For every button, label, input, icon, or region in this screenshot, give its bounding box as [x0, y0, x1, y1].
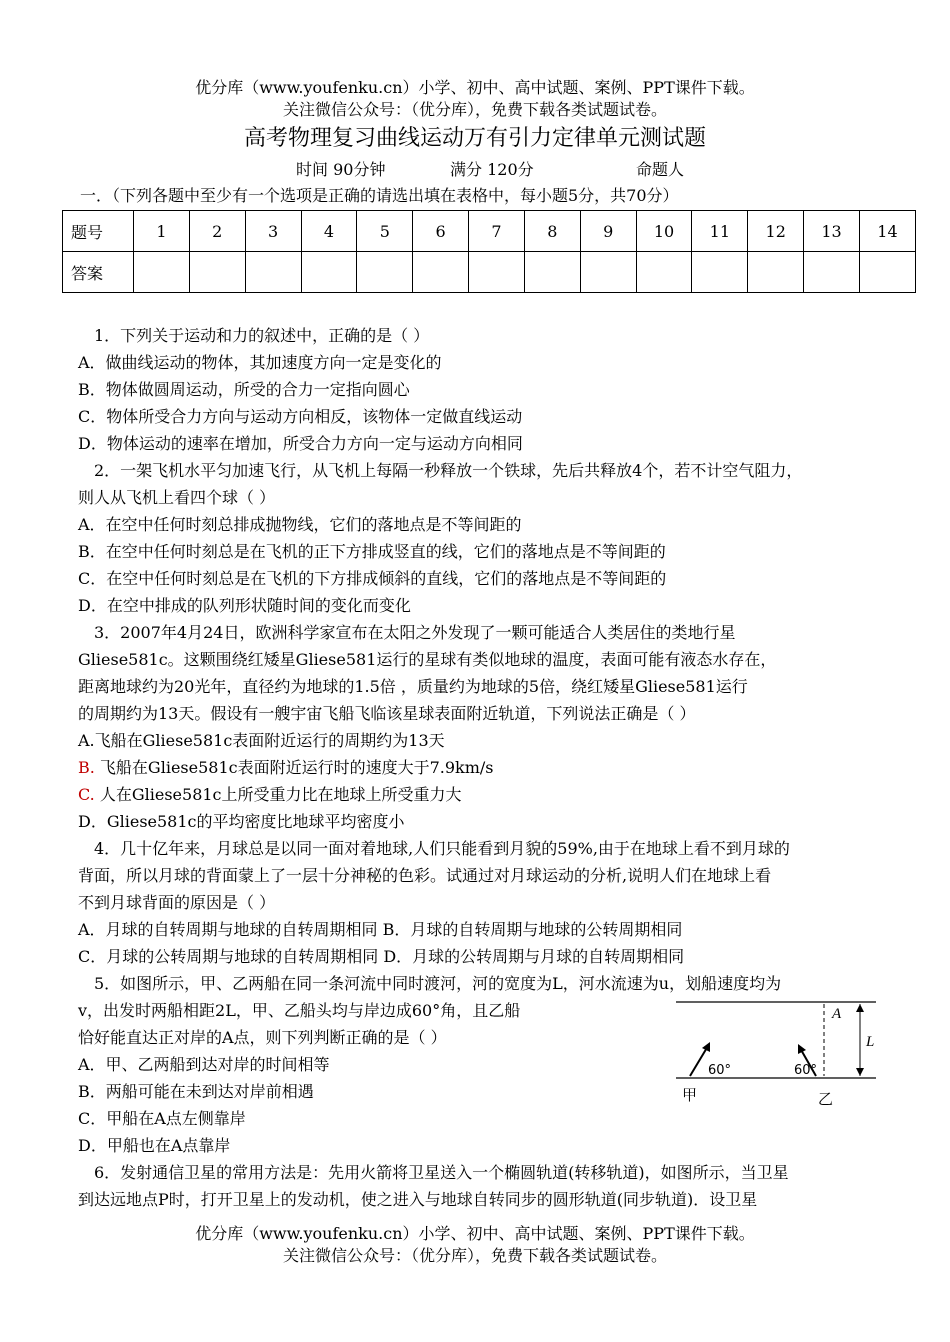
q5-option-b: B．两船可能在未到达对岸前相遇: [78, 1082, 314, 1101]
question-number: 5: [357, 211, 413, 252]
answer-cell[interactable]: [692, 252, 748, 293]
q3-option-d: D．Gliese581c的平均密度比地球平均密度小: [78, 812, 405, 831]
row-label-number: 题号: [63, 211, 134, 252]
q3-option-c-mark: C.: [78, 785, 95, 804]
exam-time: 时间 90分钟: [296, 160, 386, 179]
answer-cell[interactable]: [134, 252, 190, 293]
answer-cell[interactable]: [748, 252, 804, 293]
label-a: A: [832, 1006, 842, 1022]
q4-options-ab: A．月球的自转周期与地球的自转周期相同 B．月球的自转周期与地球的公转周期相同: [78, 920, 683, 939]
label-yi: 乙: [818, 1090, 834, 1108]
footer-line-2: 关注微信公众号：（优分库），免费下载各类试题试卷。: [282, 1246, 667, 1265]
answer-cell[interactable]: [636, 252, 692, 293]
footer-line-1: 优分库（www.youfenku.cn）小学、初中、高中试题、案例、PPT课件下载。: [195, 1224, 755, 1243]
angle-label-yi: 60°: [794, 1063, 818, 1078]
question-number: 13: [804, 211, 860, 252]
q1-option-a: A．做曲线运动的物体，其加速度方向一定是变化的: [78, 353, 442, 372]
q3-option-a: A.飞船在Gliese581c表面附近运行的周期约为13天: [78, 731, 445, 750]
q5-stem-3: 恰好能直达正对岸的A点，则下列判断正确的是（ ）: [78, 1028, 447, 1047]
q2-option-a: A．在空中任何时刻总排成抛物线，它们的落地点是不等间距的: [78, 515, 522, 534]
header-line-1: 优分库（www.youfenku.cn）小学、初中、高中试题、案例、PPT课件下载。: [195, 78, 755, 97]
q3-stem-4: 的周期约为13天。假设有一艘宇宙飞船飞临该星球表面附近轨道，下列说法正确是（ ）: [78, 704, 696, 723]
question-number: 7: [469, 211, 525, 252]
q4-stem-1: 4．几十亿年来，月球总是以同一面对着地球,人们只能看到月貌的59%,由于在地球上看不到月球的: [94, 839, 790, 858]
q3-stem-2: Gliese581c。这颗围绕红矮星Gliese581运行的星球有类似地球的温度，表面可能有液态水存在，: [78, 650, 777, 669]
q3-option-b-text: 飞船在Gliese581c表面附近运行时的速度大于7.9km/s: [94, 758, 494, 777]
q3-option-b-mark: B.: [78, 758, 95, 777]
question-number: 3: [245, 211, 301, 252]
answer-cell[interactable]: [859, 252, 915, 293]
q5-option-d: D．甲船也在A点靠岸: [78, 1136, 231, 1155]
answer-cell[interactable]: [469, 252, 525, 293]
answer-cell[interactable]: [189, 252, 245, 293]
question-number: 2: [189, 211, 245, 252]
table-row: [63, 252, 916, 293]
table-row: [63, 211, 916, 252]
q5-option-a: A．甲、乙两船到达对岸的时间相等: [78, 1055, 330, 1074]
answer-cell[interactable]: [357, 252, 413, 293]
question-number: 4: [301, 211, 357, 252]
question-number: 11: [692, 211, 748, 252]
question-number: 8: [524, 211, 580, 252]
question-number: 14: [859, 211, 915, 252]
q2-option-c: C．在空中任何时刻总是在飞机的下方排成倾斜的直线，它们的落地点是不等间距的: [78, 569, 667, 588]
q1-stem: 1．下列关于运动和力的叙述中，正确的是（ ）: [94, 326, 430, 345]
dimension-arrow-up-icon: [856, 1004, 864, 1012]
q5-stem-1: 5．如图所示，甲、乙两船在同一条河流中同时渡河，河的宽度为L，河水流速为u，划船速度均为: [94, 974, 782, 993]
q5-option-c: C．甲船在A点左侧靠岸: [78, 1109, 246, 1128]
q5-stem-2: v，出发时两船相距2L，甲、乙船头均与岸边成60°角，且乙船: [78, 1001, 521, 1020]
section-heading: 一．（下列各题中至少有一个选项是正确的请选出填在表格中，每小题5分，共70分）: [80, 186, 679, 205]
question-number: 6: [413, 211, 469, 252]
answer-cell[interactable]: [245, 252, 301, 293]
answer-cell[interactable]: [580, 252, 636, 293]
row-label-answer: 答案: [63, 252, 134, 293]
q3-stem-3: 距离地球约为20光年，直径约为地球的1.5倍 ，质量约为地球的5倍，绕红矮星Gliese581运行: [78, 677, 748, 696]
question-number: 1: [134, 211, 190, 252]
answer-cell[interactable]: [804, 252, 860, 293]
exam-author: 命题人: [636, 160, 685, 179]
q3-option-c: [78, 785, 462, 805]
q2-stem-1: 2．一架飞机水平匀加速飞行，从飞机上每隔一秒释放一个铁球，先后共释放4个，若不计空气阻力，: [94, 461, 803, 480]
q3-option-b: [78, 758, 494, 778]
q4-stem-2: 背面，所以月球的背面蒙上了一层十分神秘的色彩。试通过对月球运动的分析,说明人们在地球上看: [78, 866, 772, 885]
q4-options-cd: C．月球的公转周期与地球的自转周期相同 D．月球的公转周期与月球的自转周期相同: [78, 947, 685, 966]
label-l: L: [866, 1034, 875, 1050]
q2-stem-2: 则人从飞机上看四个球（ ）: [78, 488, 276, 507]
q1-option-c: C．物体所受合力方向与运动方向相反，该物体一定做直线运动: [78, 407, 523, 426]
answer-cell[interactable]: [524, 252, 580, 293]
label-jia: 甲: [682, 1086, 698, 1104]
header-line-2: 关注微信公众号：（优分库），免费下载各类试题试卷。: [282, 100, 667, 119]
q1-option-d: D．物体运动的速率在增加，所受合力方向一定与运动方向相同: [78, 434, 523, 453]
q3-stem-1: 3．2007年4月24日，欧洲科学家宣布在太阳之外发现了一颗可能适合人类居住的类地行星: [94, 623, 736, 642]
q2-option-d: D．在空中排成的队列形状随时间的变化而变化: [78, 596, 411, 615]
angle-label-jia: 60°: [708, 1063, 732, 1078]
question-number: 9: [580, 211, 636, 252]
exam-score: 满分 120分: [450, 160, 534, 179]
page-title: 高考物理复习曲线运动万有引力定律单元测试题: [243, 126, 706, 151]
q2-option-b: B．在空中任何时刻总是在飞机的正下方排成竖直的线，它们的落地点是不等间距的: [78, 542, 666, 561]
q3-option-c-text: 人在Gliese581c上所受重力比在地球上所受重力大: [94, 785, 462, 804]
river-crossing-figure: [672, 996, 882, 1108]
answer-cell[interactable]: [413, 252, 469, 293]
q1-option-b: B．物体做圆周运动，所受的合力一定指向圆心: [78, 380, 410, 399]
q6-stem-1: 6．发射通信卫星的常用方法是：先用火箭将卫星送入一个椭圆轨道(转移轨道)，如图所示，当卫星: [94, 1163, 789, 1182]
answer-cell[interactable]: [301, 252, 357, 293]
question-number: 10: [636, 211, 692, 252]
q6-stem-2: 到达远地点P时，打开卫星上的发动机，使之进入与地球自转同步的圆形轨道(同步轨道)．设卫星: [78, 1190, 758, 1209]
dimension-arrow-down-icon: [856, 1068, 864, 1076]
question-number: 12: [748, 211, 804, 252]
answer-table: [62, 210, 916, 293]
q4-stem-3: 不到月球背面的原因是（ ）: [78, 893, 276, 912]
boat-jia-velocity-arrow: [690, 1046, 708, 1076]
